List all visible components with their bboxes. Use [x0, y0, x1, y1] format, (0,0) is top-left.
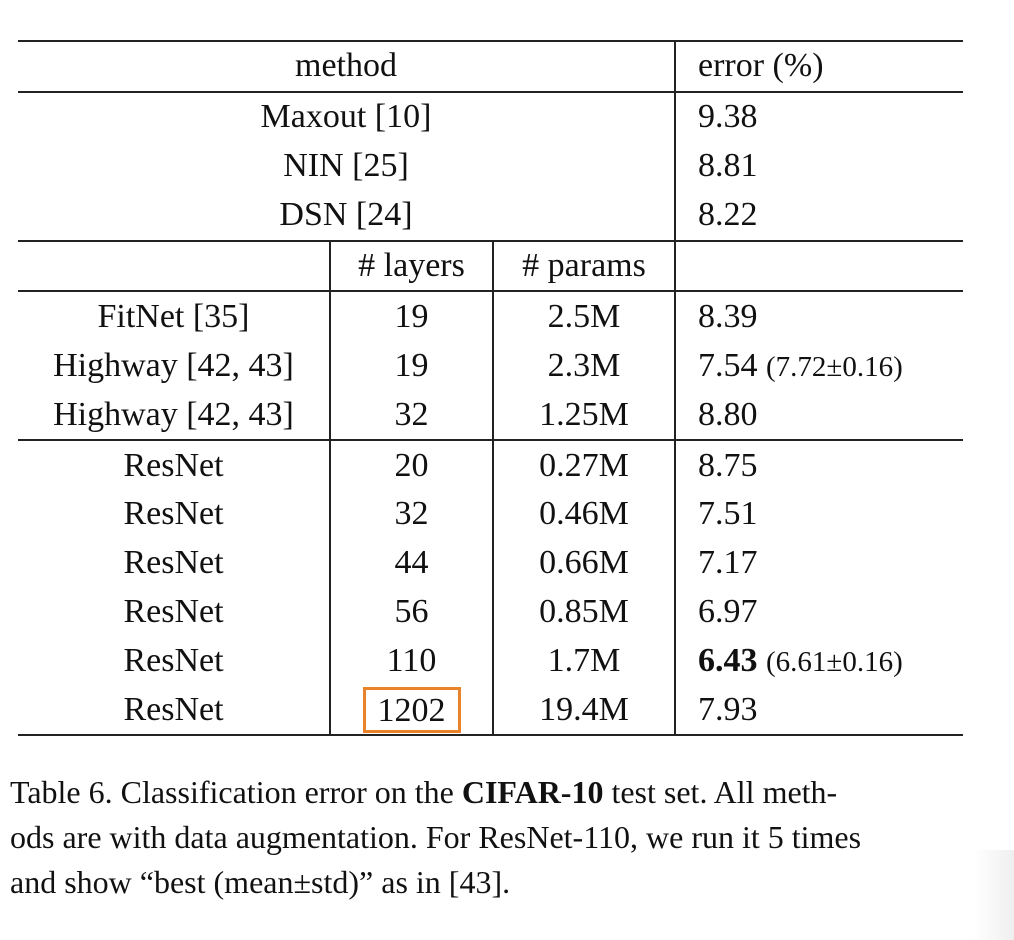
- params-cell: 1.7M: [547, 642, 621, 680]
- error-value: 8.75: [698, 446, 758, 484]
- method-cell: NIN [25]: [283, 147, 409, 185]
- layers-cell: 56: [330, 588, 493, 637]
- method-cell: ResNet: [18, 490, 330, 539]
- layers-cell: 110: [330, 637, 493, 686]
- error-value-best: 6.43: [698, 642, 758, 680]
- method-cell: Highway [42, 43]: [18, 390, 330, 440]
- layers-cell: 44: [330, 539, 493, 588]
- table-row: [18, 191, 963, 241]
- method-cell: ResNet: [18, 588, 330, 637]
- caption-dataset: CIFAR-10: [461, 774, 604, 810]
- table-row: [18, 390, 963, 440]
- params-cell: 2.3M: [547, 346, 621, 384]
- error-cell: [675, 637, 963, 686]
- results-table: [18, 40, 963, 736]
- error-cell: [675, 390, 963, 440]
- table-row: [18, 291, 963, 341]
- layers-cell: 20: [330, 440, 493, 490]
- method-cell: Maxout [10]: [260, 98, 432, 136]
- layers-cell: [330, 686, 493, 736]
- error-cell: [675, 539, 963, 588]
- table-row: [18, 341, 963, 390]
- method-cell: ResNet: [18, 686, 330, 736]
- table-row: [18, 637, 963, 686]
- error-cell: [675, 440, 963, 490]
- params-cell: 0.46M: [539, 495, 629, 533]
- error-value: 7.17: [698, 544, 758, 582]
- table-row: [18, 539, 963, 588]
- table-subheader-row: [18, 241, 963, 292]
- error-mean-std: (6.61±0.16): [766, 646, 903, 679]
- table-header-row: [18, 41, 963, 92]
- caption-line3: and show “best (mean±std)” as in [43].: [10, 864, 511, 900]
- method-cell: Highway [42, 43]: [18, 341, 330, 390]
- error-value: 7.93: [698, 691, 758, 729]
- caption-line2: ods are with data augmentation. For ResNet-110, we run it 5 times: [10, 819, 862, 855]
- method-cell: ResNet: [18, 637, 330, 686]
- layers-cell: 19: [330, 341, 493, 390]
- error-cell: [675, 588, 963, 637]
- table-row: [18, 92, 963, 142]
- header-method: method: [18, 41, 675, 92]
- error-cell: 8.81: [675, 142, 963, 191]
- error-value: 8.39: [698, 297, 758, 335]
- layers-cell: 19: [330, 291, 493, 341]
- table-row: [18, 142, 963, 191]
- table-row: [18, 588, 963, 637]
- subheader-layers: # layers: [330, 241, 493, 292]
- error-value: 7.54: [698, 346, 758, 384]
- error-value: 8.80: [698, 395, 758, 433]
- caption-line1-rest: test set. All meth-: [603, 774, 838, 810]
- subheader-empty: [18, 241, 330, 292]
- table-row: [18, 686, 963, 736]
- subheader-error-empty: [675, 241, 963, 292]
- params-cell: 0.27M: [539, 446, 629, 484]
- error-cell: 8.22: [675, 191, 963, 241]
- params-cell: 0.66M: [539, 544, 629, 582]
- error-value: 7.51: [698, 495, 758, 533]
- method-cell: ResNet: [18, 440, 330, 490]
- params-cell: 0.85M: [539, 593, 629, 631]
- method-cell: DSN [24]: [18, 191, 675, 241]
- params-cell: 19.4M: [493, 686, 675, 736]
- table-caption: [10, 770, 980, 905]
- method-cell: ResNet: [18, 539, 330, 588]
- error-cell: [675, 686, 963, 736]
- layers-cell: 32: [330, 490, 493, 539]
- highlighted-layers-value: 1202: [363, 687, 461, 733]
- table-row: [18, 440, 963, 490]
- error-cell: [675, 341, 963, 390]
- results-table-container: [18, 40, 963, 736]
- header-error: error (%): [675, 41, 963, 92]
- subheader-params: # params: [493, 241, 675, 292]
- method-cell: FitNet [35]: [18, 291, 330, 341]
- params-cell: 2.5M: [547, 297, 621, 335]
- params-cell: 1.25M: [493, 390, 675, 440]
- corner-shade: [974, 850, 1014, 940]
- error-cell: 9.38: [675, 92, 963, 142]
- table-row: [18, 490, 963, 539]
- caption-prefix: Table 6. Classification error on the: [10, 774, 462, 810]
- error-cell: [675, 490, 963, 539]
- error-mean-std: (7.72±0.16): [766, 350, 903, 383]
- error-value: 6.97: [698, 593, 758, 631]
- layers-cell: 32: [330, 390, 493, 440]
- error-cell: [675, 291, 963, 341]
